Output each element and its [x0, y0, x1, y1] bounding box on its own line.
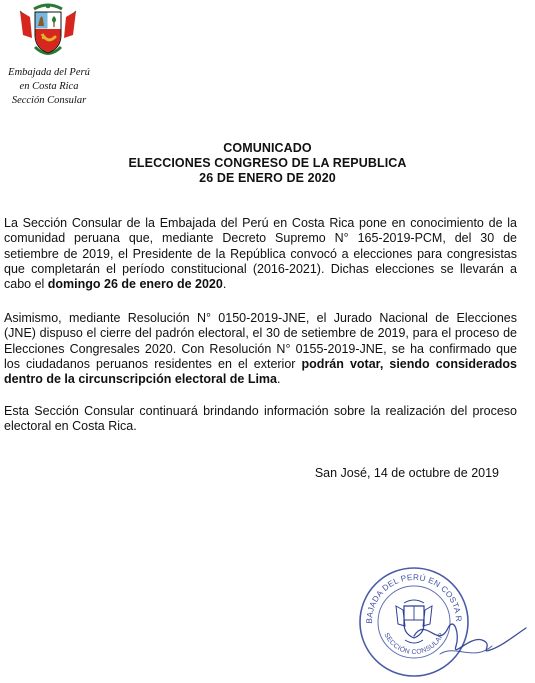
paragraph-electoral-roll [4, 311, 517, 387]
paragraph-3-text: Esta Sección Consular continuará brindando información sobre la realización del proceso electoral en Costa Rica. [4, 404, 517, 434]
paragraph-convocation [4, 216, 517, 292]
document-title [0, 141, 535, 186]
paragraph-2-end: . [277, 372, 281, 387]
paragraph-1-end: . [222, 277, 227, 292]
svg-text:EMBAJADA DEL PERÚ EN COSTA RIC [358, 566, 463, 624]
stamp-top-text: BAJADA DEL PERÚ EN COSTA R [364, 572, 464, 624]
paragraph-2-text: Asimismo, mediante Resolución N° 0150-2019-JNE, el Jurado Nacional de Elecciones (JNE) dispuso el cierre del padrón electoral, el 30 de setiembre de 2019, para el proceso de Elecciones Congresales 2020. Con Resolución N° 0155-2019-JNE, se ha confirmado que los ciudadanos peruanos residentes en el exterior [4, 311, 517, 371]
consular-seal-icon [358, 566, 470, 678]
sender-block [4, 66, 94, 108]
svg-text:SECCIÓN CONSULAR [382, 632, 445, 656]
title-line-1: COMUNICADO [223, 141, 312, 155]
sender-line-2: en Costa Rica [19, 81, 79, 92]
title-line-2: ELECCIONES CONGRESO DE LA REPUBLICA [128, 156, 407, 170]
paragraph-2-bold: podrán votar, siendo considerados dentro de la circunscripción electoral de Lima [4, 356, 518, 387]
place-date: San José, 14 de octubre de 2019 [314, 466, 499, 480]
sender-line-3: Sección Consular [11, 95, 87, 106]
paragraph-1-text: La Sección Consular de la Embajada del Perú en Costa Rica pone en conocimiento de la comunidad peruana que, mediante Decreto Supremo N° 165-2019-PCM, del 30 de setiembre de 2019, el Presidente de la República convocó a elecciones para congresistas que completarán el período constitucional (2016-2021). Dichas elecciones se llevarán a cabo el [4, 216, 517, 292]
sender-line-1: Embajada del Perú [8, 67, 90, 78]
paragraph-further-info [4, 404, 517, 435]
paragraph-1-bold: domingo 26 de enero de 2020 [47, 277, 223, 292]
title-line-3: 26 DE ENERO DE 2020 [199, 171, 336, 185]
peru-coat-of-arms-icon [18, 2, 78, 64]
stamp-bottom-text: SECCIÓN CONSULAR [382, 631, 446, 657]
